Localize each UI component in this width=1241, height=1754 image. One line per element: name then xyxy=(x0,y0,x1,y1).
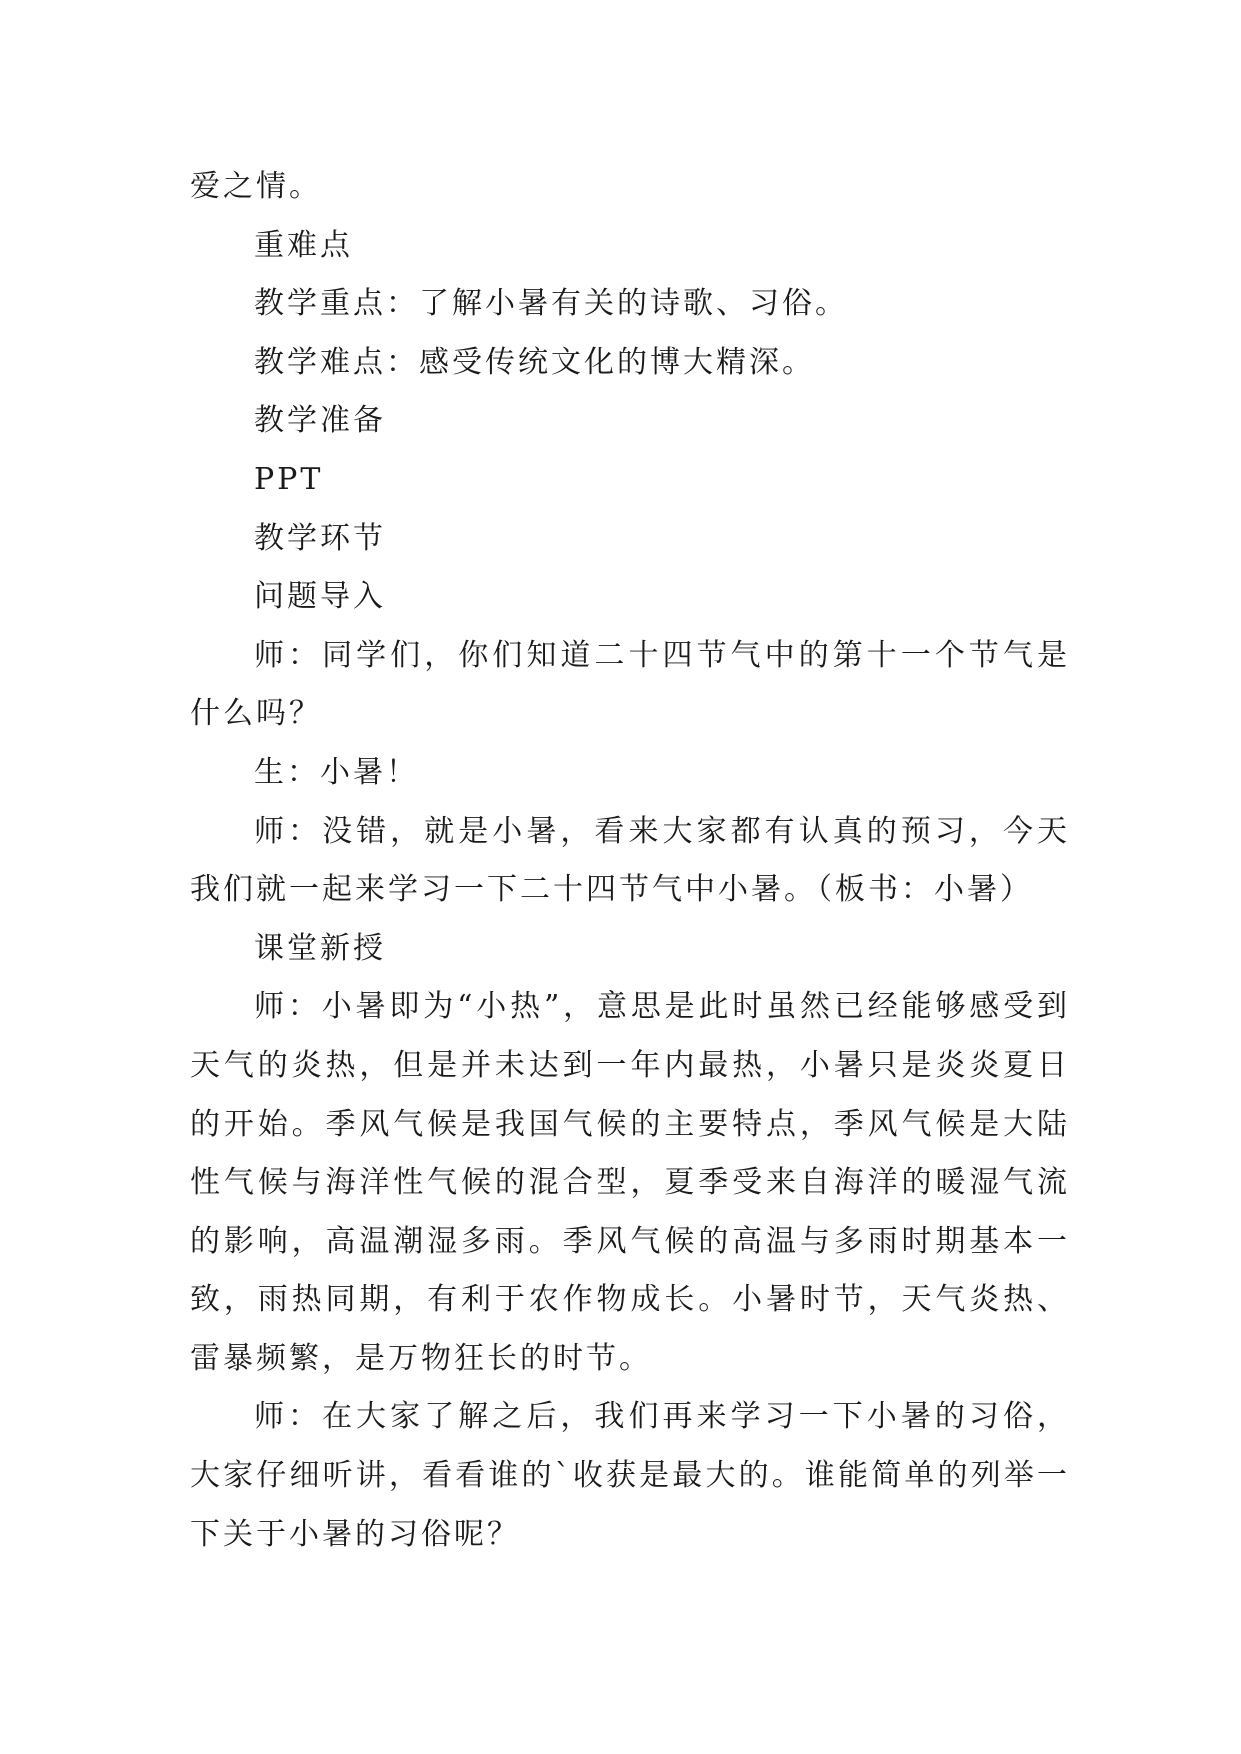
paragraph-teacher-question: 师：同学们，你们知道二十四节气中的第十一个节气是什么吗？ xyxy=(190,637,1070,732)
heading-key-points: 重难点 xyxy=(254,227,353,263)
heading-teaching-preparation: 教学准备 xyxy=(254,403,386,439)
heading-teaching-steps: 教学环节 xyxy=(254,520,386,556)
paragraph-teaching-difficulty: 教学难点：感受传统文化的博大精深。 xyxy=(254,344,815,380)
paragraph-teacher-explain: 师：小暑即为“小热”，意思是此时虽然已经能够感受到天气的炎热，但是并未达到一年内最热，小暑只是炎炎夏日的开始。季风气候是我国气候的主要特点，季风气候是大陆性气候与海洋性气候的混合型，夏季受来自海洋的暖湿气流的影响，高温潮湿多雨。季风气候的高温与多雨时期基本一致，雨热同期，有利于农作物成长。小暑时节，天气炎热、雷暴频繁，是万物狂长的时节。 xyxy=(190,989,1070,1376)
document-body xyxy=(190,158,1070,1564)
paragraph-teacher-customs: 师：在大家了解之后，我们再来学习一下小暑的习俗，大家仔细听讲，看看谁的`收获是最大的。谁能简单的列举一下关于小暑的习俗呢？ xyxy=(190,1399,1070,1552)
paragraph-teacher-confirm: 师：没错，就是小暑，看来大家都有认真的预习，今天我们就一起来学习一下二十四节气中小暑。（板书：小暑） xyxy=(190,813,1070,908)
heading-new-lesson: 课堂新授 xyxy=(254,930,386,966)
paragraph-student-answer: 生：小暑！ xyxy=(254,754,419,790)
paragraph-ppt: PPT xyxy=(254,461,324,497)
paragraph-continuation: 爱之情。 xyxy=(190,169,322,204)
heading-question-intro: 问题导入 xyxy=(254,579,386,615)
paragraph-teaching-focus: 教学重点：了解小暑有关的诗歌、习俗。 xyxy=(254,286,848,322)
